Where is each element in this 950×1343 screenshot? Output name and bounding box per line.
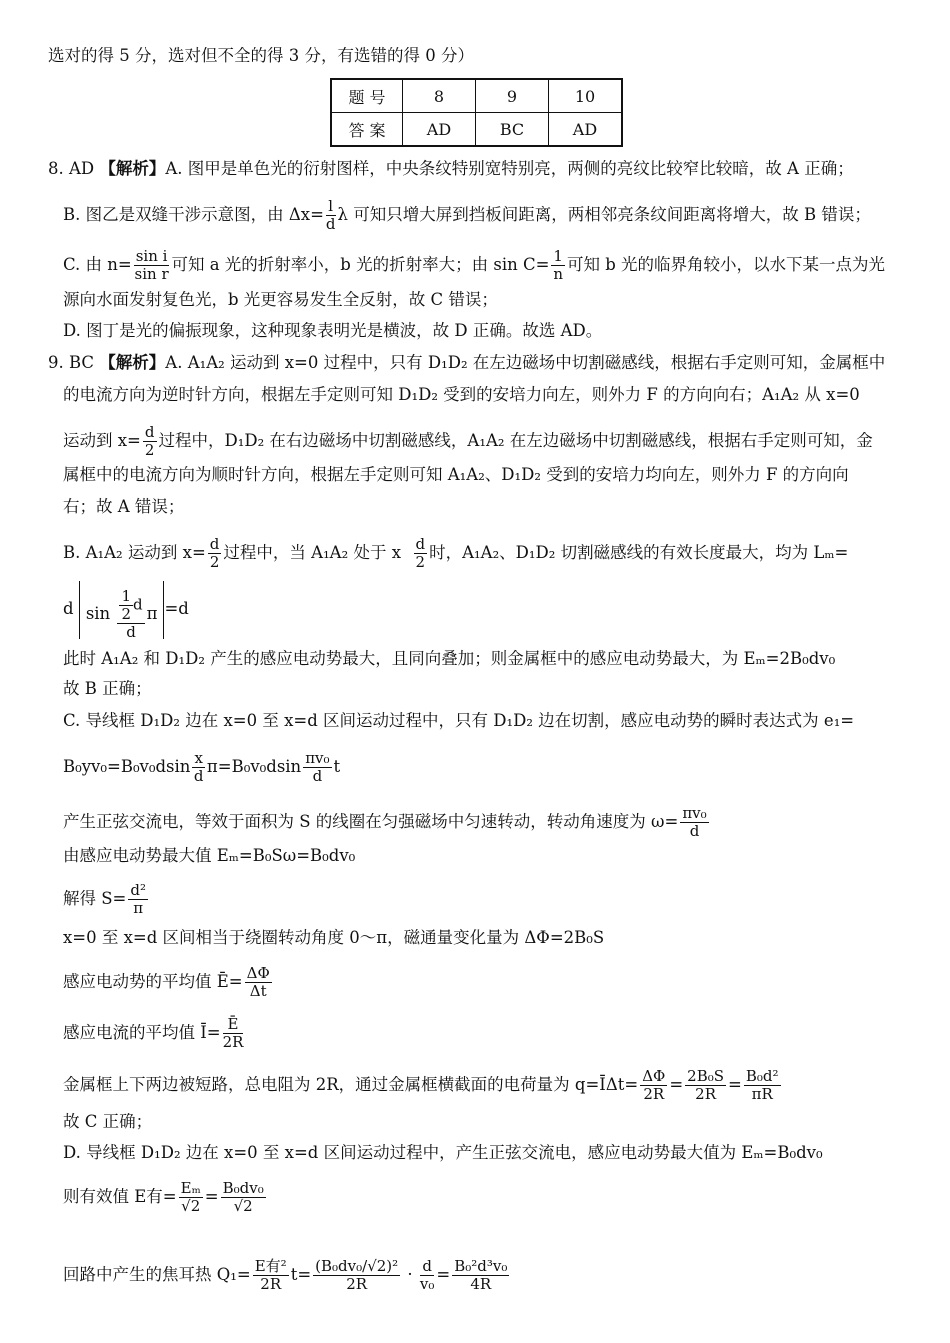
q8-line-a [48,158,854,180]
fraction [303,750,331,785]
fraction [326,198,336,233]
q9-c9-pre: 金属框上下两边被短路，总电阻为 2R，通过金属框横截面的电荷量为 q=ĪΔt= [63,1075,639,1094]
q9-a3-pre: 运动到 x= [63,431,141,450]
q8-tag: 【解析】 [99,159,166,178]
fraction-numerator: (B₀dv₀/√2)² [315,1257,399,1275]
answer-cell: AD [403,113,476,147]
fraction-denominator: √2 [181,1197,201,1215]
equals: = [728,1075,742,1094]
answer-table [330,78,623,147]
equals: = [436,1265,451,1284]
fraction-denominator: 2 [121,604,131,623]
q8-c-pre: C. 由 n= [63,255,132,274]
fraction-numerator: d [415,535,426,553]
fraction [744,1068,781,1103]
q9-c2-pre: B₀yv₀=B₀v₀dsin [63,757,191,776]
answer-cell: BC [476,113,549,147]
fraction [245,965,272,1000]
equals: = [669,1075,684,1094]
q9-c8-pre: 感应电流的平均值 Ī= [63,1023,221,1042]
fraction-denominator: d [193,767,204,785]
q9-line-a5: 右；故 A 错误； [63,497,185,516]
fraction-denominator: 2 [415,553,426,571]
fraction-numerator: 1 [121,586,131,605]
fraction-numerator: B₀²d³v₀ [454,1257,508,1275]
q9-a3-post: 过程中，D₁D₂ 在右边磁场中切割磁感线，A₁A₂ 在左边磁场中切割磁感线，根据右手定则可知，金 [158,431,873,450]
fraction [414,536,428,571]
q9-b2-eq: =d [164,599,189,618]
fraction [640,1068,667,1103]
fraction-numerator: ΔΦ [642,1067,666,1085]
q9-line-d2 [63,1180,268,1215]
fraction [119,588,133,623]
fraction-denominator: d [689,822,700,840]
q9-line-c3 [63,805,711,840]
fraction-numerator: B₀d² [745,1067,779,1085]
q9-line-c2 [63,750,340,785]
q8-line-c2: 源向水面发射复色光，b 光更容易发生全反射，故 C 错误； [63,290,498,309]
pi-symbol: π [146,603,158,623]
fraction [680,805,708,840]
q8-b-pre: B. 图乙是双缝干涉示意图，由 Δx= [63,205,324,224]
fraction-denominator: 2R [222,1033,244,1051]
q9-line-a2: 的电流方向为逆时针方向，根据左手定则可知 D₁D₂ 受到的安培力向左，则外力 F 的方向向右；A₁A₂ 从 x=0 [63,385,860,404]
fraction-numerator: 1 [553,247,563,265]
q9-line-b2 [63,580,189,639]
fraction-denominator: 2 [144,441,155,459]
q9-d2-pre: 则有效值 E有= [63,1187,177,1206]
fraction-denominator: √2 [233,1197,253,1215]
fraction [253,1258,289,1293]
fraction [223,1016,244,1051]
q9-b1-mid: 过程中，当 A₁A₂ 处于 x [223,543,402,562]
fraction [128,882,148,917]
fraction-numerator: Eₘ [180,1179,201,1197]
q9-c2-mid: π=B₀v₀dsin [206,757,302,776]
fraction-denominator: d [312,767,323,785]
fraction-numerator: B₀dv₀ [222,1179,264,1197]
fraction [134,248,170,283]
q9-c5-pre: 解得 S= [63,889,127,908]
q9-c7-pre: 感应电动势的平均值 Ē= [63,972,243,991]
q9-line-c8 [63,1016,245,1051]
fraction-denominator: n [553,265,564,283]
fraction-denominator: v₀ [419,1275,435,1293]
q9-d3-t: t= [290,1265,312,1284]
question-number: 10 [549,79,623,113]
fraction-numerator: E有² [254,1257,287,1275]
q9-line-c5 [63,882,150,917]
fraction [117,588,144,641]
fraction [208,536,222,571]
fraction-denominator: 2R [695,1085,717,1103]
multiply-dot: · [407,1265,413,1284]
fraction-denominator: d [126,622,136,641]
fraction-denominator: 2R [260,1275,282,1293]
fraction [685,1068,726,1103]
q9-b1-pre: B. A₁A₂ 运动到 x= [63,543,206,562]
q9-tag: 【解析】 [99,353,166,372]
fraction [221,1180,266,1215]
q9-line-d3 [63,1258,511,1293]
variable-d: d [132,595,143,613]
sin-label: sin [85,603,111,623]
fraction [313,1258,400,1293]
answer-table-header-row [331,79,622,113]
q9-line-c7 [63,965,274,1000]
q9-line-b3: 此时 A₁A₂ 和 D₁D₂ 产生的感应电动势最大，且同向叠加；则金属框中的感应电动势最大，为 Eₘ=2B₀dv₀ [63,649,836,668]
q9-head: 9. BC [48,353,95,372]
q9-line-b1 [63,536,848,571]
fraction [179,1180,203,1215]
fraction-numerator [117,588,144,624]
q9-line-b4: 故 B 正确； [63,679,152,698]
q9-line-c9 [63,1068,783,1103]
fraction-denominator: π [133,899,144,917]
fraction-denominator: Δt [249,982,267,1000]
fraction [551,248,565,283]
question-number: 9 [476,79,549,113]
q9-a1: A. A₁A₂ 运动到 x=0 过程中，只有 D₁D₂ 在左边磁场中切割磁感线，根据右手定则可知，金属框中 [165,353,886,372]
fraction-numerator: πv₀ [682,804,707,822]
q9-c3-pre: 产生正弦交流电，等效于面积为 S 的线圈在匀强磁场中匀速转动，转动角速度为 ω= [63,812,679,831]
fraction-numerator: sin i [135,247,168,265]
q8-c-post: 可知 b 光的临界角较小，以水下某一点为光 [566,255,886,274]
fraction-denominator: 4R [470,1275,492,1293]
answer-table-answer-row [331,113,622,147]
q8-line-d: D. 图丁是光的偏振现象，这种现象表明光是横波，故 D 正确。故选 AD。 [63,321,603,340]
q9-line-a4: 属框中的电流方向为顺时针方向，根据左手定则可知 A₁A₂、D₁D₂ 受到的安培力均向左，则外力 F 的方向向 [63,465,849,484]
fraction [192,750,204,785]
q9-line-a3 [63,424,873,459]
fraction-numerator: d [420,1258,435,1276]
answer-label: 答 案 [331,113,403,147]
fraction-numerator: ΔΦ [246,964,270,982]
q8-a: A. 图甲是单色光的衍射图样，中央条纹特别宽特别亮，两侧的亮纹比较窄比较暗，故 A 正确； [165,159,854,178]
q8-line-b [63,198,871,233]
q9-b2-d: d [63,599,74,618]
absolute-value [79,581,165,639]
q8-line-c [63,248,885,283]
q9-d3-pre: 回路中产生的焦耳热 Q₁= [63,1265,251,1284]
fraction-numerator: x [194,749,203,767]
q8-c-mid: 可知 a 光的折射率小，b 光的折射率大；由 sin C= [171,255,550,274]
fraction-denominator: 2R [346,1275,368,1293]
q9-line-d1: D. 导线框 D₁D₂ 边在 x=0 至 x=d 区间运动过程中，产生正弦交流电，感应电动势最大值为 Eₘ=B₀dv₀ [63,1143,823,1162]
q9-b1-post: 时，A₁A₂、D₁D₂ 切割磁感线的有效长度最大，均为 Lₘ= [429,543,849,562]
q9-line-c1: C. 导线框 D₁D₂ 边在 x=0 至 x=d 区间运动过程中，只有 D₁D₂ 边在切割，感应电动势的瞬时表达式为 e₁= [63,711,855,730]
intro-text: 选对的得 5 分，选对但不全的得 3 分，有选错的得 0 分） [48,46,474,65]
q9-line-c4: 由感应电动势最大值 Eₘ=B₀Sω=B₀dv₀ [63,846,356,865]
fraction-numerator: Ē [223,1016,244,1034]
question-number-label: 题 号 [331,79,403,113]
fraction-numerator: 2B₀S [687,1067,725,1085]
fraction-denominator: d [325,215,336,233]
fraction-numerator: d² [130,881,146,899]
fraction-denominator: 2R [643,1085,665,1103]
question-number: 8 [403,79,476,113]
fraction [420,1258,435,1293]
q9-line-a1 [48,352,885,374]
fraction-numerator: πv₀ [305,749,330,767]
fraction-numerator: d [144,423,155,441]
fraction [452,1258,509,1293]
fraction-denominator: 2 [209,553,220,571]
fraction-numerator: d [209,535,220,553]
fraction-denominator: sin r [134,265,169,283]
fraction-denominator: πR [751,1085,773,1103]
fraction [143,424,157,459]
equals: = [204,1187,219,1206]
fraction-numerator: l [326,198,336,216]
q8-head: 8. AD [48,159,95,178]
answer-cell: AD [549,113,623,147]
q8-b-post: λ 可知只增大屏到挡板间距离，两相邻亮条纹间距离将增大，故 B 错误； [337,205,871,224]
q9-line-c10: 故 C 正确； [63,1112,153,1131]
q9-c2-post: t [333,757,341,776]
q9-line-c6: x=0 至 x=d 区间相当于绕圈转动角度 0～π，磁通量变化量为 ΔΦ=2B₀S [63,928,605,947]
